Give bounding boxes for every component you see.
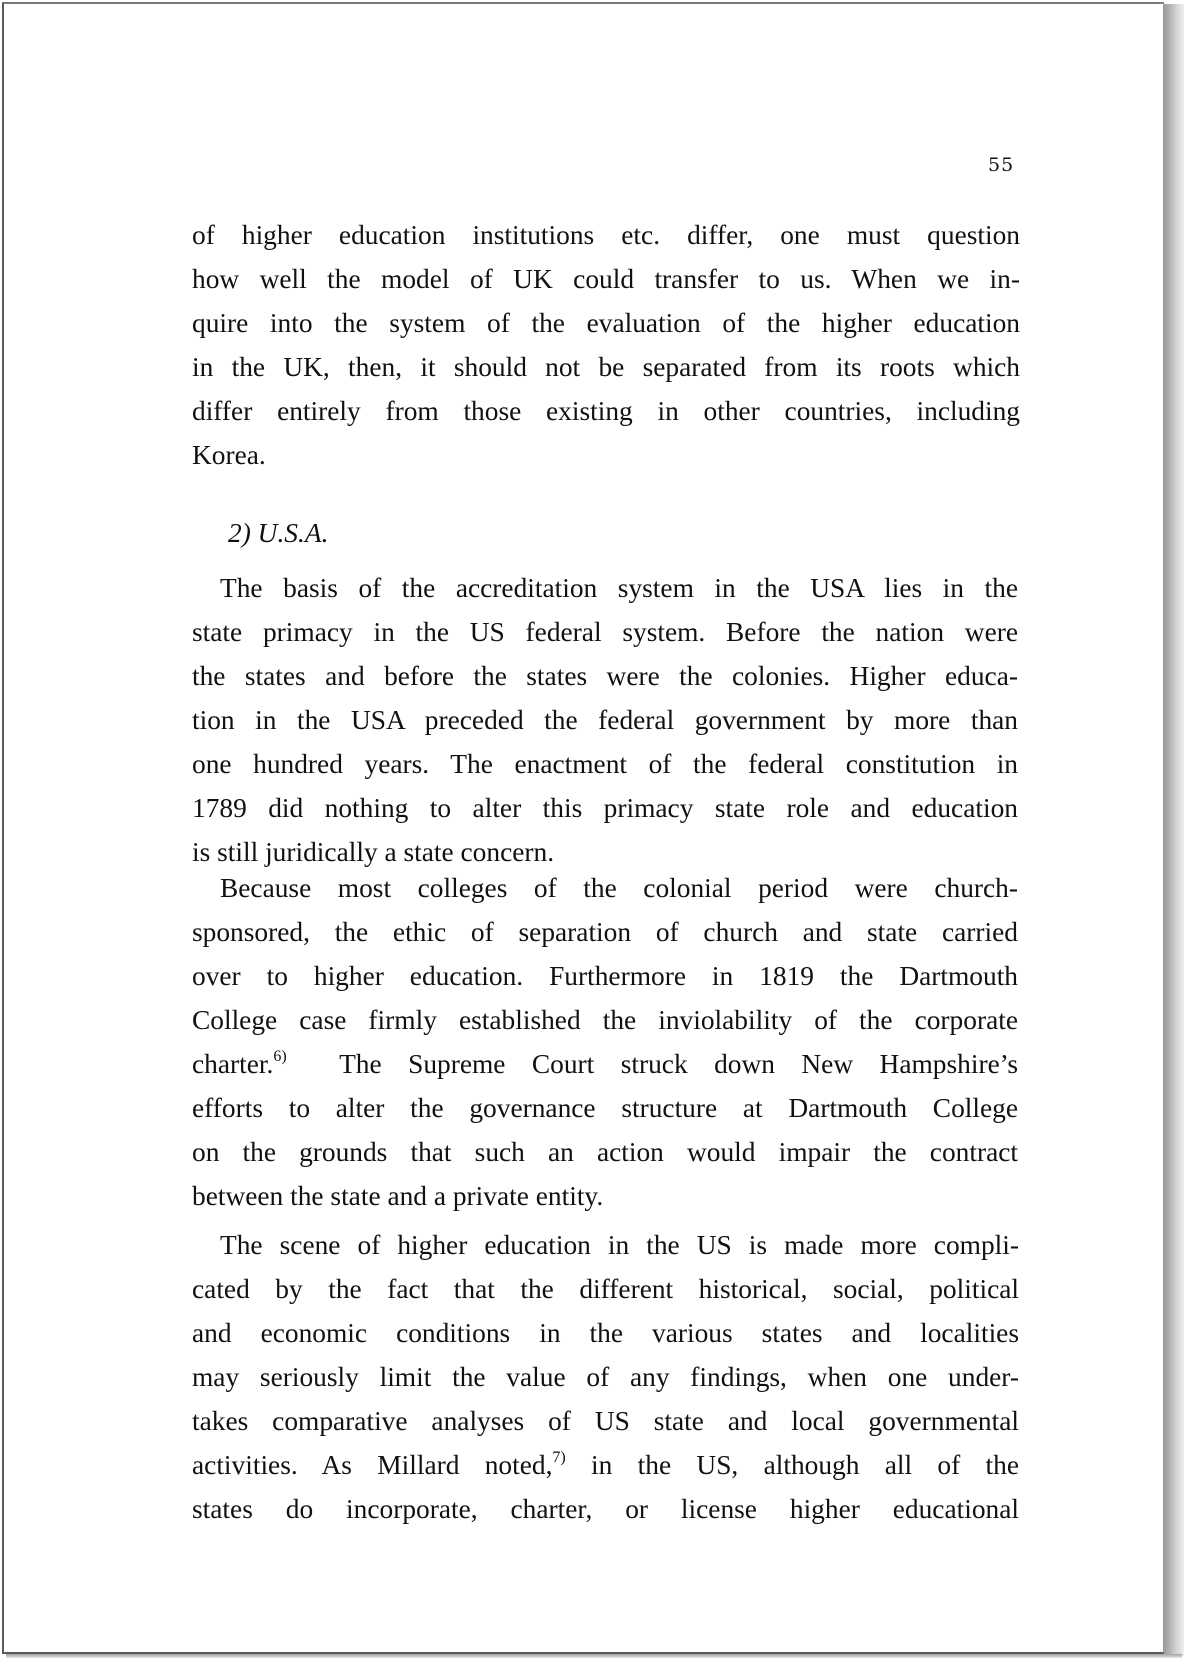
text-line: College case firmly established the inviolability of the corporate bbox=[192, 1005, 1018, 1035]
text-line: and economic conditions in the various states and localities bbox=[192, 1318, 1019, 1348]
text-line: efforts to alter the governance structure at Dartmouth College bbox=[192, 1093, 1018, 1123]
page-shadow-right bbox=[1164, 4, 1184, 1656]
text-line: sponsored, the ethic of separation of church and state carried bbox=[192, 917, 1018, 947]
text-line: is still juridically a state concern. bbox=[192, 837, 555, 867]
text-segment: activities. As Millard noted, bbox=[192, 1450, 553, 1480]
text-line: differ entirely from those existing in other countries, including bbox=[192, 396, 1020, 426]
paragraph-1 bbox=[192, 213, 1020, 477]
paragraph-4 bbox=[192, 1223, 1019, 1531]
text-line: one hundred years. The enactment of the federal constitution in bbox=[192, 749, 1018, 779]
text-line: over to higher education. Furthermore in 1819 the Dartmouth bbox=[192, 961, 1018, 991]
text-line: on the grounds that such an action would impair the contract bbox=[192, 1137, 1018, 1167]
text-line: 1789 did nothing to alter this primacy state role and education bbox=[192, 793, 1018, 823]
text-line: tion in the USA preceded the federal government by more than bbox=[192, 705, 1018, 735]
footnote-marker: 7) bbox=[552, 1449, 566, 1466]
text-segment: in the US, although all of the bbox=[565, 1450, 1019, 1480]
page-shadow-bottom bbox=[6, 1654, 1182, 1658]
text-line: may seriously limit the value of any findings, when one under- bbox=[192, 1362, 1019, 1392]
text-line: state primacy in the US federal system. Before the nation were bbox=[192, 617, 1018, 647]
text-line: The basis of the accreditation system in the USA lies in the bbox=[220, 573, 1018, 603]
text-line: of higher education institutions etc. differ, one must question bbox=[192, 220, 1020, 250]
text-line-with-footnote bbox=[192, 1042, 1018, 1086]
text-line: the states and before the states were the colonies. Higher educa- bbox=[192, 661, 1018, 691]
section-heading: 2) U.S.A. bbox=[228, 518, 329, 548]
text-line-with-footnote bbox=[192, 1443, 1019, 1487]
text-line: takes comparative analyses of US state and local governmental bbox=[192, 1406, 1019, 1436]
text-line: states do incorporate, charter, or license higher educational bbox=[192, 1494, 1019, 1524]
text-line: Because most colleges of the colonial period were church- bbox=[220, 873, 1018, 903]
paragraph-3 bbox=[192, 866, 1018, 1218]
text-segment: charter. bbox=[192, 1049, 274, 1079]
text-line: in the UK, then, it should not be separated from its roots which bbox=[192, 352, 1020, 382]
page-number: 55 bbox=[988, 154, 1015, 176]
paragraph-2 bbox=[192, 566, 1018, 874]
text-line: how well the model of UK could transfer to us. When we in- bbox=[192, 264, 1020, 294]
text-line: The scene of higher education in the US is made more compli- bbox=[220, 1230, 1019, 1260]
footnote-marker: 6) bbox=[273, 1048, 287, 1065]
text-segment: The Supreme Court struck down New Hampshire’s bbox=[286, 1049, 1018, 1079]
text-line: between the state and a private entity. bbox=[192, 1181, 604, 1211]
text-line: Korea. bbox=[192, 440, 266, 470]
text-line: quire into the system of the evaluation of the higher education bbox=[192, 308, 1020, 338]
text-line: cated by the fact that the different historical, social, political bbox=[192, 1274, 1019, 1304]
